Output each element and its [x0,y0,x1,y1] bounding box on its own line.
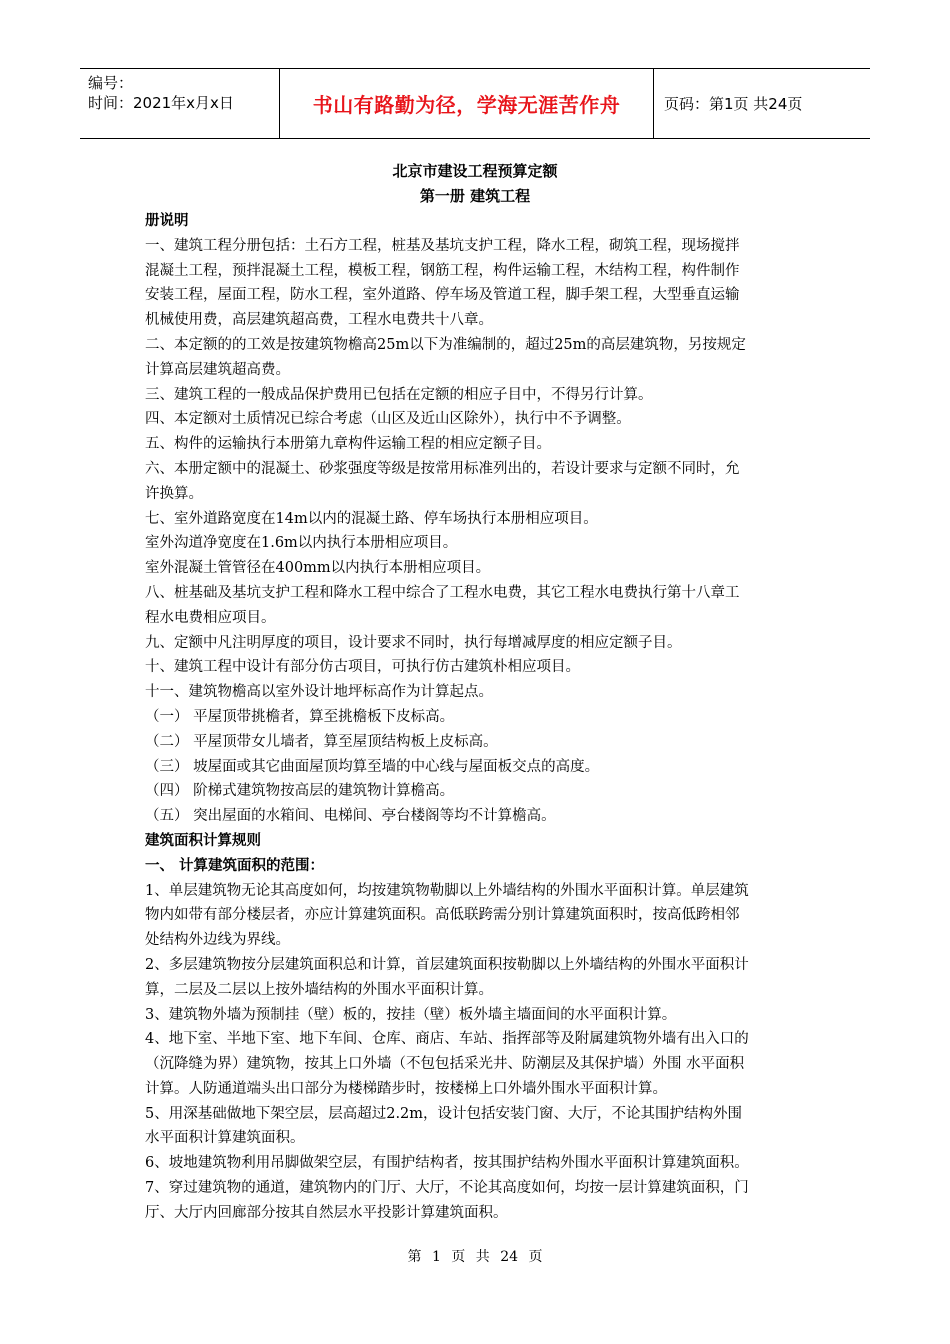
body-line: （五） 突出屋面的水箱间、电梯间、亭台楼阁等均不计算檐高。 [145,808,556,825]
body-line: （三） 坡屋面或其它曲面屋顶均算至墙的中心线与屋面板交点的高度。 [145,758,600,775]
body-line: 4、地下室、半地下室、地下车间、仓库、商店、车站、指挥部等及附属建筑物外墙有出入口的 [145,1031,749,1048]
header-motto-cell [280,69,654,138]
body-line: 室外沟道净宽度在1.6m以内执行本册相应项目。 [145,535,458,552]
body-line: （沉降缝为界）建筑物，按其上口外墙（不包包括采光井、防潮层及其保护墙）外围 水平面积 [145,1056,745,1073]
body-line: （四） 阶梯式建筑物按高层的建筑物计算檐高。 [145,783,455,800]
section-heading: 建筑面积计算规则 [145,831,261,849]
document-title: 北京市建设工程预算定额 [392,162,558,180]
document-subtitle: 第一册 建筑工程 [419,187,531,205]
body-line: 六、本册定额中的混凝土、砂浆强度等级是按常用标准列出的，若设计要求与定额不同时，允 [145,460,740,477]
document-number-label: 编号： [88,74,134,92]
body-line: 1、单层建筑物无论其高度如何，均按建筑物勒脚以上外墙结构的外围水平面积计算。单层建筑 [145,882,749,899]
body-line: 九、定额中凡注明厚度的项目，设计要求不同时，执行每增减厚度的相应定额子目。 [145,634,682,651]
body-line: 7、穿过建筑物的通道，建筑物内的门厅、大厅，不论其高度如何，均按一层计算建筑面积，门 [145,1180,749,1197]
body-line: 十一、建筑物檐高以室外设计地坪标高作为计算起点。 [145,684,493,701]
body-line: 厅、大厅内回廊部分按其自然层水平投影计算建筑面积。 [145,1204,508,1221]
body-line: 七、室外道路宽度在14m以内的混凝土路、停车场执行本册相应项目。 [145,510,598,527]
body-line: 6、坡地建筑物利用吊脚做架空层，有围护结构者，按其围护结构外围水平面积计算建筑面积。 [145,1155,749,1172]
body-line: 混凝土工程，预拌混凝土工程，模板工程，钢筋工程，构件运输工程，木结构工程，构件制作 [145,262,740,279]
header-page-info: 页码：第1页 共24页 [664,95,803,113]
body-line: （一） 平屋顶带挑檐者，算至挑檐板下皮标高。 [145,708,455,725]
body-line: 二、本定额的的工效是按建筑物檐高25m以下为准编制的，超过25m的高层建筑物，另按规定 [145,336,746,353]
body-line: 物内如带有部分楼层者，亦应计算建筑面积。高低联跨需分别计算建筑面积时，按高低跨相邻 [145,907,740,924]
body-line: 3、建筑物外墙为预制挂（壁）板的，按挂（壁）板外墙主墙面间的水平面积计算。 [145,1006,677,1023]
body-line: 安装工程，屋面工程，防水工程，室外道路、停车场及管道工程，脚手架工程，大型垂直运输 [145,287,740,304]
body-line: 机械使用费，高层建筑超高费，工程水电费共十八章。 [145,312,493,329]
body-line: 五、构件的运输执行本册第九章构件运输工程的相应定额子目。 [145,436,551,453]
body-line: 计算高层建筑超高费。 [145,361,290,378]
body-line: 八、桩基础及基坑支护工程和降水工程中综合了工程水电费，其它工程水电费执行第十八章工 [145,584,740,601]
document-body [145,209,810,1226]
document-date: 时间：2021年x月x日 [88,94,234,112]
body-line: 许换算。 [145,485,203,502]
body-line: 三、建筑工程的一般成品保护费用已包括在定额的相应子目中，不得另行计算。 [145,386,653,403]
header-motto: 书山有路勤为径，学海无涯苦作舟 [312,93,621,117]
body-line: 四、本定额对土质情况已综合考虑（山区及近山区除外），执行中不予调整。 [145,411,631,428]
body-line: 2、多层建筑物按分层建筑面积总和计算，首层建筑面积按勒脚以上外墙结构的外围水平面积计 [145,956,749,973]
page-footer: 第 1 页 共 24 页 [407,1249,543,1265]
section-heading: 一、 计算建筑面积的范围： [145,856,325,874]
body-line: 算，二层及二层以上按外墙结构的外围水平面积计算。 [145,981,493,998]
body-line: 水平面积计算建筑面积。 [145,1130,305,1147]
body-line: 室外混凝土管管径在400mm以内执行本册相应项目。 [145,560,491,577]
page-header [80,68,870,139]
header-left-cell [80,69,280,138]
section-heading: 册说明 [145,212,189,229]
body-line: 十、建筑工程中设计有部分仿古项目，可执行仿古建筑朴相应项目。 [145,659,580,676]
body-line: 一、建筑工程分册包括：土石方工程，桩基及基坑支护工程，降水工程，砌筑工程，现场搅拌 [145,237,740,254]
body-line: 5、用深基础做地下架空层，层高超过2.2m，设计包括安装门窗、大厅，不论其围护结构外围 [145,1105,743,1122]
body-line: （二） 平屋顶带女儿墙者，算至屋顶结构板上皮标高。 [145,733,498,750]
body-line: 处结构外边线为界线。 [145,932,290,949]
body-line: 程水电费相应项目。 [145,609,276,626]
body-line: 计算。人防通道端头出口部分为楼梯踏步时，按楼梯上口外墙外围水平面积计算。 [145,1080,667,1097]
